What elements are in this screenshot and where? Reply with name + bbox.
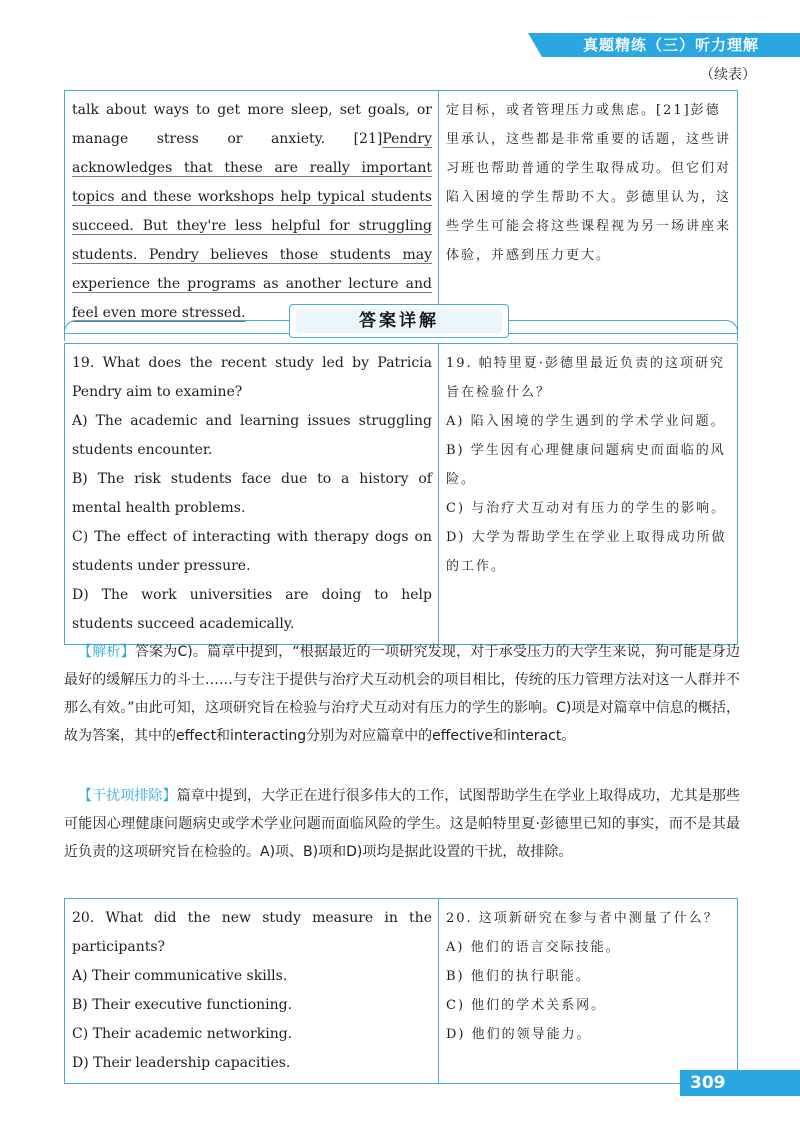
q19-option-d: D) The work universities are doing to help students succeed academically. xyxy=(72,587,432,632)
q20-option-a-zh: A) 他们的语言交际技能。 xyxy=(446,940,621,955)
underlined-answer-text: Pendry acknowledges that these are really important topics and these workshops help typical students succeed. But they're less helpful for struggling students. Pendry believes those students may experience the programs as another lecture and feel even more stressed. xyxy=(72,131,432,321)
transcript-table xyxy=(64,90,738,334)
analysis-paragraph: 【解析】答案为C)。篇章中提到，“根据最近的一项研究发现，对于承受压力的大学生来说，狗可能是身边最好的缓解压力的斗士……与专注于提供与治疗犬互动机会的项目相比，传统的压力管理方法对这一人群并不那么有效。”由此可知，这项研究旨在检验与治疗犬互动对有压力的学生的影响。C)项是对篇章中信息的概括，故为答案，其中的effect和interacting分别为对应篇章中的effective和interact。 xyxy=(64,644,740,744)
q20-option-b-zh: B) 他们的执行职能。 xyxy=(446,969,591,984)
transcript-en: talk about ways to get more sleep, set goals, or manage stress or anxiety. [21]Pendry acknowledges that these are really important topics and these workshops help typical students succeed. But they're less helpful for struggling students. Pendry believes those students may experience the programs as another lecture and feel even more stressed. xyxy=(65,91,439,334)
question-19-table xyxy=(64,343,738,645)
continued-label: （续表） xyxy=(700,67,756,83)
q19-en xyxy=(65,344,439,645)
q19-option-b: B) The risk students face due to a history of mental health problems. xyxy=(72,471,432,516)
q20-option-d-zh: D) 他们的领导能力。 xyxy=(446,1027,592,1042)
q19-option-a-zh: A) 陷入困境的学生遇到的学术学业问题。 xyxy=(446,414,726,429)
q19-stem-zh: 19. 帕特里夏·彭德里最近负责的这项研究旨在检验什么？ xyxy=(446,356,725,400)
section-title: 答案详解 xyxy=(296,309,502,333)
question-20-table xyxy=(64,898,738,1084)
q20-option-c-zh: C) 他们的学术关系网。 xyxy=(446,998,607,1013)
distractor-tag: 【干扰项排除】 xyxy=(78,788,177,804)
distractor-paragraph: 【干扰项排除】篇章中提到，大学正在进行很多伟大的工作，试图帮助学生在学业上取得成功，尤其是那些可能因心理健康问题病史或学术学业问题而面临风险的学生。这是帕特里夏·彭德里已知的事实，而不是其最近负责的这项研究旨在检验的。A)项、B)项和D)项均是据此设置的干扰，故排除。 xyxy=(64,788,740,860)
q20-en xyxy=(65,899,439,1084)
q19-stem: 19. What does the recent study led by Patricia Pendry aim to examine? xyxy=(72,355,432,400)
q20-option-c: C) Their academic networking. xyxy=(72,1026,293,1042)
q19-option-c-zh: C) 与治疗犬互动对有压力的学生的影响。 xyxy=(446,501,727,516)
q19-option-a: A) The academic and learning issues struggling students encounter. xyxy=(72,413,432,458)
answer-section-header xyxy=(64,302,738,342)
analysis-tag: 【解析】 xyxy=(78,644,135,660)
q20-option-d: D) Their leadership capacities. xyxy=(72,1055,291,1071)
q20-option-b: B) Their executive functioning. xyxy=(72,997,293,1013)
q19-option-d-zh: D) 大学为帮助学生在学业上取得成功所做的工作。 xyxy=(446,530,727,574)
q20-zh xyxy=(439,899,738,1084)
page-number: 309 xyxy=(680,1070,800,1096)
q19-zh xyxy=(439,344,738,645)
q19-option-b-zh: B) 学生因有心理健康问题病史而面临的风险。 xyxy=(446,443,726,487)
q19-option-c: C) The effect of interacting with therapy dogs on students under pressure. xyxy=(72,529,432,574)
transcript-zh: 定目标，或者管理压力或焦虑。[21]彭德里承认，这些都是非常重要的话题，这些讲习班也帮助普通的学生取得成功。但它们对陷入困境的学生帮助不大。彭德里认为，这些学生可能会将这些课程视为另一场讲座来体验，并感到压力更大。 xyxy=(439,91,738,334)
q20-stem-zh: 20. 这项新研究在参与者中测量了什么？ xyxy=(446,911,719,926)
q20-stem: 20. What did the new study measure in the participants? xyxy=(72,910,432,955)
section-banner: 真题精练（三）听力理解 xyxy=(542,33,800,57)
q20-option-a: A) Their communicative skills. xyxy=(72,968,288,984)
